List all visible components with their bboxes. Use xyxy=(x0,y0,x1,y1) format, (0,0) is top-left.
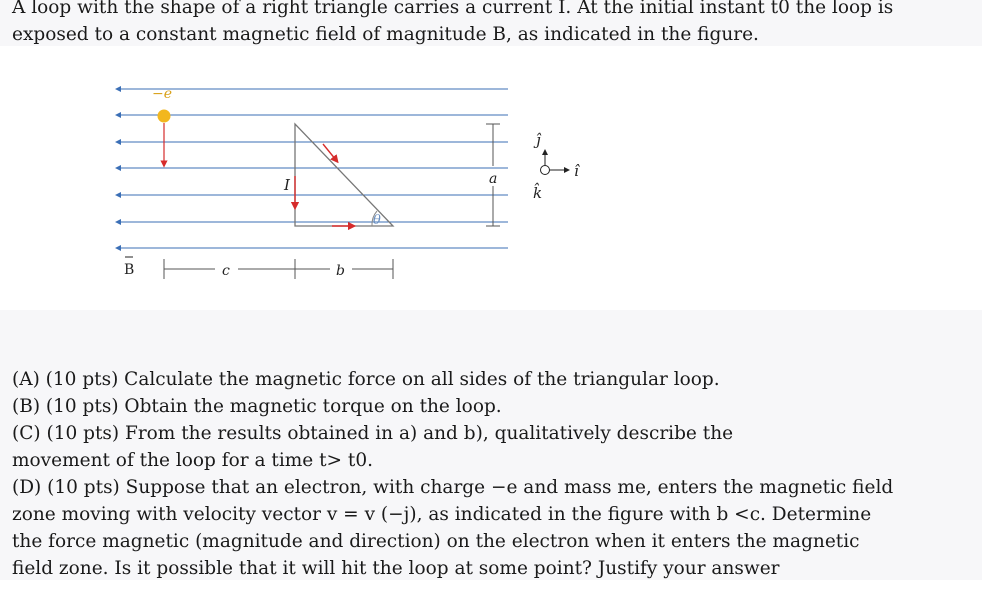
question-c: (C) (10 pts) From the results obtained in a) and b), qualitatively describe the movement of the loop for a time t> t0. xyxy=(12,423,734,471)
height-label: a xyxy=(489,171,498,187)
width-c-label: c xyxy=(222,263,230,279)
j-hat-label: ĵ xyxy=(536,131,541,149)
i-hat-label: î xyxy=(574,162,579,180)
current-arrow-diagonal xyxy=(323,144,336,160)
width-b-label: b xyxy=(336,263,345,279)
coordinate-axes xyxy=(541,152,568,175)
field-label: B xyxy=(124,262,135,278)
electron-label: −e xyxy=(152,86,173,102)
angle-label: θ xyxy=(373,213,381,228)
problem-intro: A loop with the shape of a right triangle carries a current I. At the initial instant t0 the loop is exposed to a constant magnetic field of magnitude B, as indicated in the figure. xyxy=(12,0,894,45)
question-list xyxy=(12,366,972,582)
k-hat-label: k̂ xyxy=(533,184,543,202)
figure-diagram xyxy=(0,46,982,310)
electron-dot xyxy=(158,110,171,123)
width-dimension xyxy=(164,259,393,279)
question-a: (A) (10 pts) Calculate the magnetic force on all sides of the triangular loop. xyxy=(12,369,720,390)
current-label: I xyxy=(284,176,290,194)
question-d: (D) (10 pts) Suppose that an electron, with charge −e and mass me, enters the magnetic field zone moving with velocity vector v = v (−j), as indicated in the figure with b <c. Determine the force magnetic (magnitude and direction) on the electron when it enters the magnetic field zone. Is it possible that it will hit the loop at some point? Justify your answer xyxy=(12,477,894,579)
triangle-loop xyxy=(295,124,393,226)
k-axis-out-symbol xyxy=(541,166,550,175)
question-b: (B) (10 pts) Obtain the magnetic torque on the loop. xyxy=(12,396,502,417)
problem-figure xyxy=(0,46,982,310)
